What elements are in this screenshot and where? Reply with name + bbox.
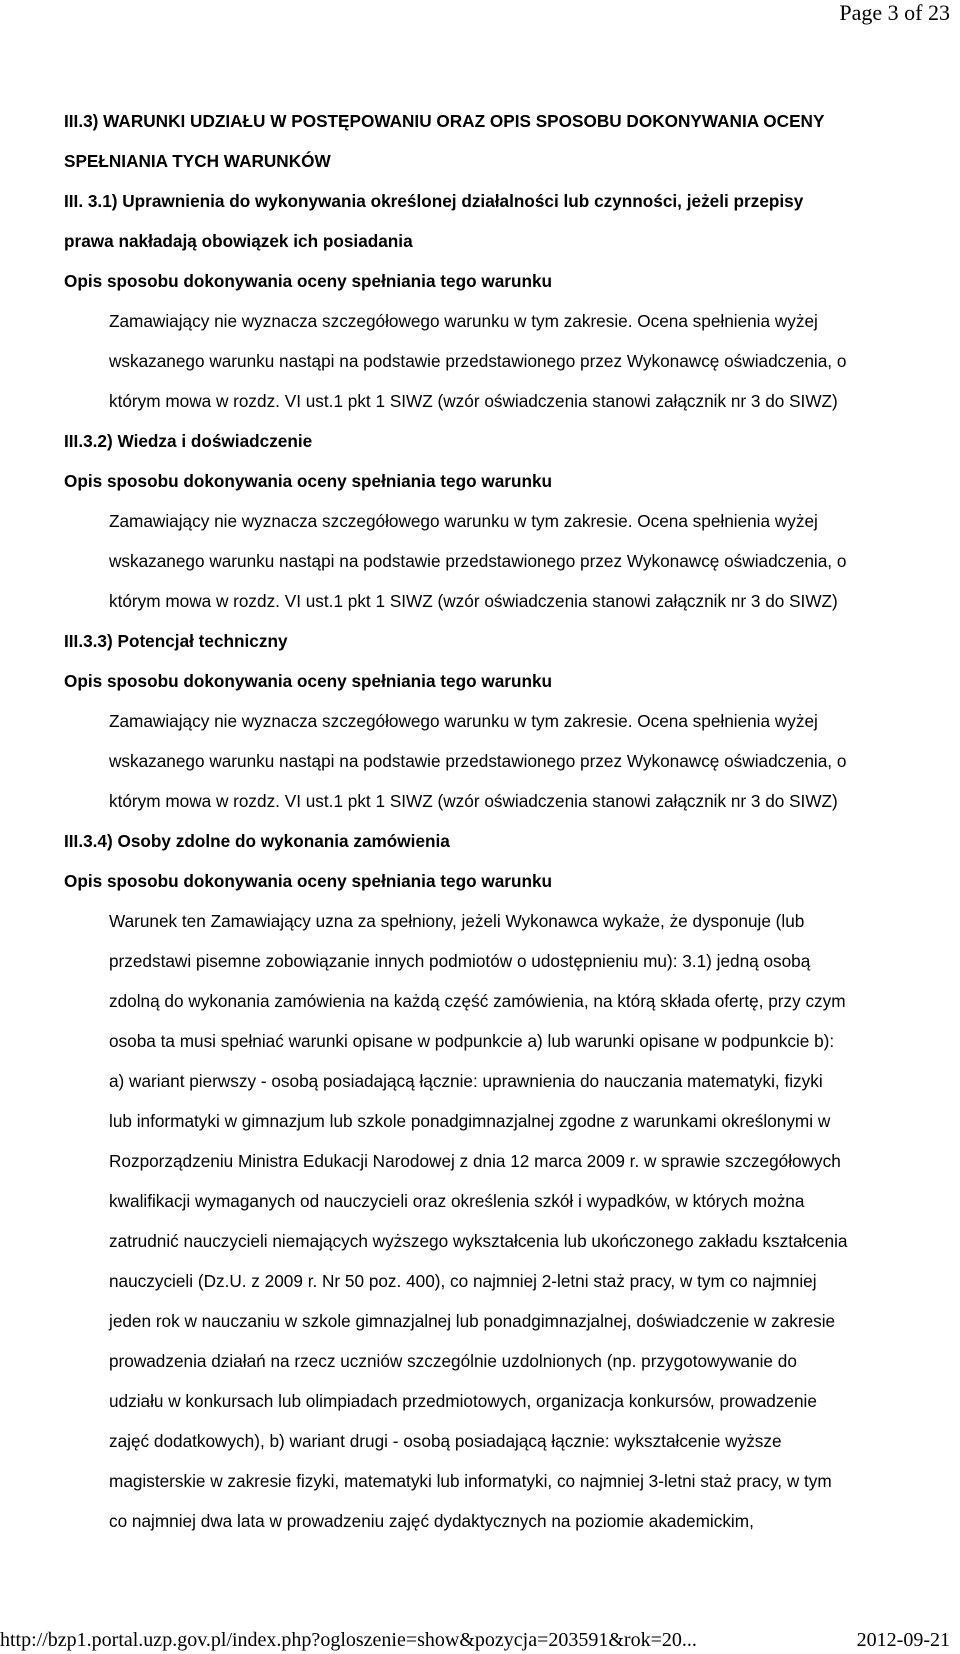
body-line: którym mowa w rozdz. VI ust.1 pkt 1 SIWZ (wzór oświadczenia stanowi załącznik nr 3 do SIWZ) (109, 391, 838, 411)
body-line: co najmniej dwa lata w prowadzeniu zajęć dydaktycznych na poziomie akademickim, (109, 1511, 754, 1531)
footer-date: 2012-09-21 (856, 1629, 950, 1651)
subsection-3-2 (64, 421, 954, 621)
subsection-title: III.3.4) Osoby zdolne do wykonania zamówienia (64, 831, 450, 851)
subsection-title: III. 3.1) Uprawnienia do wykonywania określonej działalności lub czynności, jeżeli przepisy (64, 191, 804, 211)
body-line: zatrudnić nauczycieli niemających wyższego wykształcenia lub ukończonego zakładu kształcenia (109, 1231, 848, 1251)
body-line: Zamawiający nie wyznacza szczegółowego warunku w tym zakresie. Ocena spełnienia wyżej (109, 511, 818, 531)
body-line: przedstawi pisemne zobowiązanie innych podmiotów o udostępnieniu mu): 3.1) jedną osobą (109, 951, 811, 971)
body-line: Zamawiający nie wyznacza szczegółowego warunku w tym zakresie. Ocena spełnienia wyżej (109, 311, 818, 331)
body-line: wskazanego warunku nastąpi na podstawie przedstawionego przez Wykonawcę oświadczenia, o (109, 351, 847, 371)
body-line: prowadzenia działań na rzecz uczniów szczególnie uzdolnionych (np. przygotowywanie do (109, 1351, 797, 1371)
body-line: wskazanego warunku nastąpi na podstawie przedstawionego przez Wykonawcę oświadczenia, o (109, 751, 847, 771)
section-heading (64, 101, 954, 181)
body-line: a) wariant pierwszy - osobą posiadającą łącznie: uprawnienia do nauczania matematyki, fizyki (109, 1071, 823, 1091)
body-line: jeden rok w nauczaniu w szkole gimnazjalnej lub ponadgimnazjalnej, doświadczenie w zakresie (109, 1311, 836, 1331)
body-line: zdolną do wykonania zamówienia na każdą część zamówienia, na którą składa ofertę, przy czym (109, 991, 846, 1011)
subsection-3-4 (64, 821, 954, 1541)
section-heading-line: III.3) WARUNKI UDZIAŁU W POSTĘPOWANIU ORAZ OPIS SPOSOBU DOKONYWANIA OCENY (64, 111, 825, 131)
body-line: nauczycieli (Dz.U. z 2009 r. Nr 50 poz. 400), co najmniej 2-letni staż pracy, w tym co najmniej (109, 1271, 817, 1291)
body-line: kwalifikacji wymaganych od nauczycieli oraz określenia szkół i wypadków, w których można (109, 1191, 805, 1211)
body-line: Rozporządzeniu Ministra Edukacji Narodowej z dnia 12 marca 2009 r. w sprawie szczegółowych (109, 1151, 841, 1171)
document-body (64, 101, 954, 1541)
subsection-title: III.3.3) Potencjał techniczny (64, 631, 288, 651)
body-line: zajęć dodatkowych), b) wariant drugi - osobą posiadającą łącznie: wykształcenie wyższe (109, 1431, 782, 1451)
body-line: którym mowa w rozdz. VI ust.1 pkt 1 SIWZ (wzór oświadczenia stanowi załącznik nr 3 do SIWZ) (109, 591, 838, 611)
footer-url-link[interactable]: http://bzp1.portal.uzp.gov.pl/index.php?ogloszenie=show&pozycja=203591&rok=20... (0, 1629, 697, 1651)
page-number: Page 3 of 23 (839, 0, 950, 25)
body-line: którym mowa w rozdz. VI ust.1 pkt 1 SIWZ (wzór oświadczenia stanowi załącznik nr 3 do SIWZ) (109, 791, 838, 811)
body-line: osoba ta musi spełniać warunki opisane w podpunkcie a) lub warunki opisane w podpunkcie b): (109, 1031, 835, 1051)
subsection-title: prawa nakładają obowiązek ich posiadania (64, 231, 413, 251)
assessment-label: Opis sposobu dokonywania oceny spełniania tego warunku (64, 671, 553, 691)
body-line: magisterskie w zakresie fizyki, matematyki lub informatyki, co najmniej 3-letni staż pracy, w tym (109, 1471, 832, 1491)
body-line: Warunek ten Zamawiający uzna za spełniony, jeżeli Wykonawca wykaże, że dysponuje (lub (109, 911, 805, 931)
body-line: Zamawiający nie wyznacza szczegółowego warunku w tym zakresie. Ocena spełnienia wyżej (109, 711, 818, 731)
body-line: udziału w konkursach lub olimpiadach przedmiotowych, organizacja konkursów, prowadzenie (109, 1391, 817, 1411)
section-heading-line: SPEŁNIANIA TYCH WARUNKÓW (64, 151, 331, 171)
assessment-label: Opis sposobu dokonywania oceny spełniania tego warunku (64, 471, 553, 491)
subsection-title: III.3.2) Wiedza i doświadczenie (64, 431, 313, 451)
subsection-3-3 (64, 621, 954, 821)
subsection-3-1 (64, 181, 954, 421)
assessment-label: Opis sposobu dokonywania oceny spełniania tego warunku (64, 271, 553, 291)
body-line: lub informatyki w gimnazjum lub szkole ponadgimnazjalnej zgodne z warunkami określonymi w (109, 1111, 831, 1131)
assessment-label: Opis sposobu dokonywania oceny spełniania tego warunku (64, 871, 553, 891)
body-line: wskazanego warunku nastąpi na podstawie przedstawionego przez Wykonawcę oświadczenia, o (109, 551, 847, 571)
